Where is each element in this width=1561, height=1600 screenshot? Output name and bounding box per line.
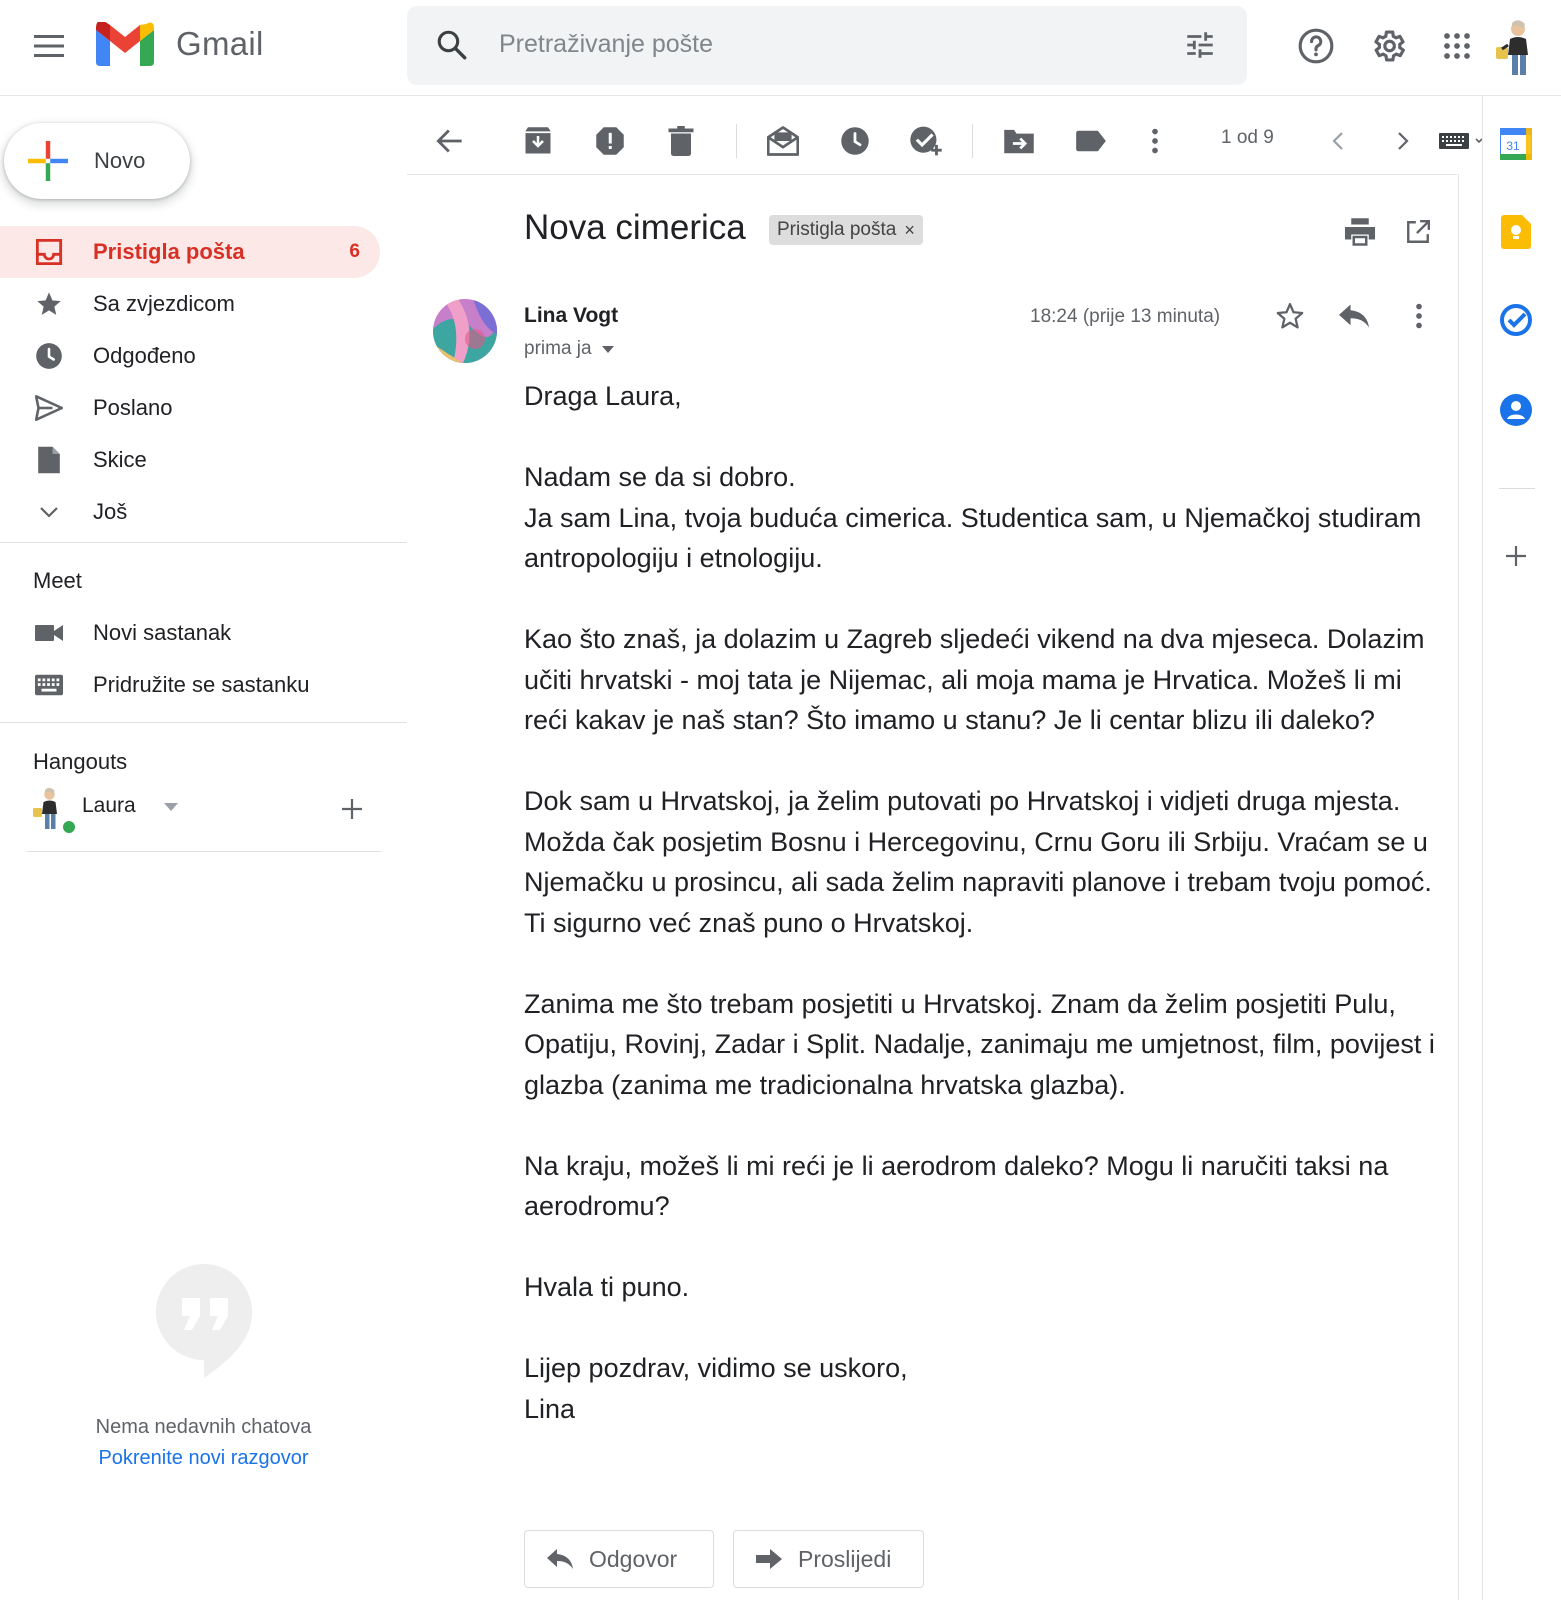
arrow-left-icon (436, 128, 464, 154)
mark-unread-button[interactable] (762, 120, 804, 162)
compose-label: Novo (94, 148, 146, 173)
help-icon (1297, 27, 1335, 65)
meet-list (0, 607, 380, 711)
print-icon (1345, 218, 1375, 246)
sidebar-item-label: Skice (93, 447, 147, 472)
reply-icon (1339, 304, 1369, 328)
message-timestamp: 18:24 (prije 13 minuta) (1030, 306, 1221, 327)
chevron-down-icon (35, 498, 63, 526)
search-bar (407, 6, 1247, 85)
label-chip[interactable] (769, 215, 923, 245)
message-toolbar (407, 110, 1482, 175)
reply-label: Odgovor (589, 1545, 678, 1572)
caret-down-icon (602, 346, 614, 353)
draft-icon (35, 446, 63, 474)
apps-button[interactable] (1433, 22, 1481, 70)
gear-icon (1369, 27, 1407, 65)
sidebar-item-label: Sa zvjezdicom (93, 291, 235, 316)
recipient-text: prima ja (524, 338, 592, 359)
open-new-window-button[interactable] (1398, 212, 1438, 252)
compose-button[interactable] (4, 123, 190, 199)
user-figure-icon (1492, 17, 1540, 77)
tune-icon (1183, 28, 1217, 62)
labels-button[interactable] (1070, 120, 1112, 162)
calendar-day: 31 (1506, 139, 1520, 153)
forward-label: Proslijedi (798, 1545, 892, 1572)
apps-grid-icon (1442, 31, 1472, 61)
empty-chat-state (0, 1262, 407, 1470)
app-name: Gmail (176, 25, 264, 62)
help-button[interactable] (1292, 22, 1340, 70)
top-bar (0, 0, 1561, 96)
message-body: Draga Laura, Nadam se da si dobro. Ja sam Lina, tvoja buduća cimerica. Studentica sam, u Njemačkoj studiram antropologiju i etnologiju. Kao što znaš, ja dolazim u Zagreb sljedeći vikend na dva mjeseca. Dolazim učiti hrvatski - moj tata je Nijemac, ali moja mama je Hrvatica. Možeš li mi reći kakav je naš stan? Što imamo u stanu? Je li centar blizu ili daleko? Dok sam u Hrvatskoj, ja želim putovati po Hrvatskoj i vidjeti druga mjesta. Možda čak posjetim Bosnu i Hercegovinu, Crnu Goru ili Srbiju. Vraćam se u Njemačku u prosincu, ali sada želim napraviti planove i trebam tvoju pomoć. Ti sigurno već znaš puno o Hrvatskoj. Zanima me što trebam posjetiti u Hrvatskoj. Znam da želim posjetiti Pulu, Opatiju, Rovinj, Zadar i Split. Nadalje, zanimaju me umjetnost, film, povijest i glazba (zanima me tradicionalna hrvatska glazba). Na kraju, možeš li mi reći je li aerodrom daleko? Mogu li naručiti taksi na aerodromu? Hvala ti puno. Lijep pozdrav, vidimo se uskoro, Lina (524, 381, 1435, 1424)
gmail-m-icon (96, 22, 154, 66)
send-icon (35, 394, 63, 422)
forward-icon (756, 1549, 782, 1569)
remove-label-button[interactable]: × (904, 219, 915, 240)
archive-button[interactable] (517, 120, 559, 162)
video-icon (35, 619, 63, 647)
gmail-logo[interactable] (96, 22, 264, 66)
meet-join-meeting[interactable] (0, 659, 380, 711)
older-button[interactable] (1382, 120, 1424, 162)
hangouts-user-name: Laura (82, 794, 136, 817)
trash-icon (668, 126, 694, 156)
new-chat-button[interactable] (340, 797, 364, 821)
keep-app-button[interactable] (1496, 212, 1536, 252)
sidebar-item-drafts[interactable] (0, 434, 380, 486)
spam-icon (595, 126, 625, 156)
search-options-button[interactable] (1183, 28, 1217, 62)
hamburger-icon (34, 35, 64, 57)
plus-multicolor-icon (28, 141, 68, 181)
more-vertical-icon (1151, 128, 1159, 154)
star-icon (35, 290, 63, 318)
inbox-icon (35, 238, 63, 266)
sidebar-item-label: Odgođeno (93, 343, 196, 368)
toolbar-divider (407, 174, 1457, 175)
plus-icon (340, 797, 364, 821)
hangouts-divider (27, 851, 381, 852)
keyboard-icon (35, 671, 63, 699)
sidebar-divider (0, 722, 407, 723)
toolbar-separator (972, 124, 973, 158)
plus-icon (1505, 545, 1527, 567)
abstract-avatar-image (433, 299, 497, 363)
input-tools-button[interactable] (1437, 120, 1487, 162)
add-to-tasks-button[interactable] (905, 120, 947, 162)
content-scrollbar-track (1458, 174, 1459, 1600)
sender-avatar[interactable] (433, 299, 497, 363)
recipient-details-toggle[interactable] (524, 338, 614, 360)
star-outline-icon (1275, 301, 1305, 331)
back-button[interactable] (429, 120, 471, 162)
sidebar-item-sent[interactable] (0, 382, 380, 434)
sender-name: Lina Vogt (524, 304, 619, 327)
quote-bubble-icon (154, 1262, 254, 1382)
tasks-app-button[interactable] (1496, 300, 1536, 340)
reply-icon (547, 1549, 573, 1569)
message-subject: Nova cimerica (524, 208, 746, 247)
mail-open-icon (767, 126, 799, 156)
sidebar-item-label: Pristigla pošta (93, 239, 245, 264)
sidebar-item-starred[interactable] (0, 278, 380, 330)
label-icon (1075, 129, 1107, 153)
message-more-button[interactable] (1399, 296, 1439, 336)
hangouts-section-title: Hangouts (33, 749, 128, 774)
label-chip-text: Pristigla pošta (777, 219, 897, 240)
tasks-icon (1500, 304, 1532, 336)
archive-icon (523, 126, 553, 156)
search-icon (435, 28, 469, 62)
snooze-button[interactable] (834, 120, 876, 162)
open-in-new-icon (1405, 219, 1431, 245)
online-status-indicator (61, 819, 77, 835)
newer-button[interactable] (1317, 120, 1359, 162)
search-button[interactable] (435, 28, 469, 62)
side-panel-divider (1499, 488, 1535, 489)
calendar-app-button[interactable] (1496, 124, 1536, 164)
more-vertical-icon (1415, 303, 1423, 329)
sidebar-item-inbox[interactable] (0, 226, 380, 278)
side-panel (1482, 96, 1561, 1600)
forward-action-button[interactable] (733, 1530, 924, 1588)
contacts-app-button[interactable] (1496, 390, 1536, 430)
no-chats-text: Nema nedavnih chatova (95, 1416, 312, 1438)
sidebar-item-label: Poslano (93, 395, 173, 420)
hangouts-user[interactable] (30, 785, 380, 835)
reply-button[interactable] (1334, 296, 1374, 336)
main-menu-button[interactable] (25, 22, 73, 70)
print-button[interactable] (1340, 212, 1380, 252)
settings-button[interactable] (1364, 22, 1412, 70)
report-spam-button[interactable] (589, 120, 631, 162)
sidebar-item-snoozed[interactable] (0, 330, 380, 382)
delete-button[interactable] (660, 120, 702, 162)
chevron-left-icon (1332, 131, 1344, 151)
reply-action-button[interactable] (524, 1530, 714, 1588)
sidebar-item-label: Još (93, 499, 128, 524)
keep-icon (1501, 215, 1531, 249)
keyboard-icon (1439, 132, 1485, 150)
get-addons-button[interactable] (1496, 536, 1536, 576)
meet-item-label: Novi sastanak (93, 620, 232, 645)
add-task-icon (909, 125, 943, 157)
toolbar-separator (736, 124, 737, 158)
chevron-right-icon (1397, 131, 1409, 151)
star-message-button[interactable] (1270, 296, 1310, 336)
search-input[interactable] (499, 24, 1139, 64)
meet-section-title: Meet (33, 568, 82, 593)
start-chat-link[interactable]: Pokrenite novi razgovor (98, 1447, 309, 1469)
move-to-button[interactable] (998, 120, 1040, 162)
more-actions-button[interactable] (1134, 120, 1176, 162)
unread-count: 6 (349, 241, 360, 262)
folder-move-icon (1003, 127, 1035, 155)
clock-icon (35, 342, 63, 370)
pagination-text: 1 od 9 (1221, 127, 1274, 148)
meet-new-meeting[interactable] (0, 607, 380, 659)
sidebar-item-more[interactable] (0, 486, 380, 538)
calendar-icon (1500, 128, 1532, 160)
account-avatar[interactable] (1492, 17, 1540, 77)
sidebar-divider (0, 542, 407, 543)
clock-icon (840, 126, 870, 156)
caret-down-icon[interactable] (164, 803, 178, 811)
meet-item-label: Pridružite se sastanku (93, 672, 310, 697)
contacts-icon (1500, 394, 1532, 426)
folder-list (0, 226, 380, 538)
